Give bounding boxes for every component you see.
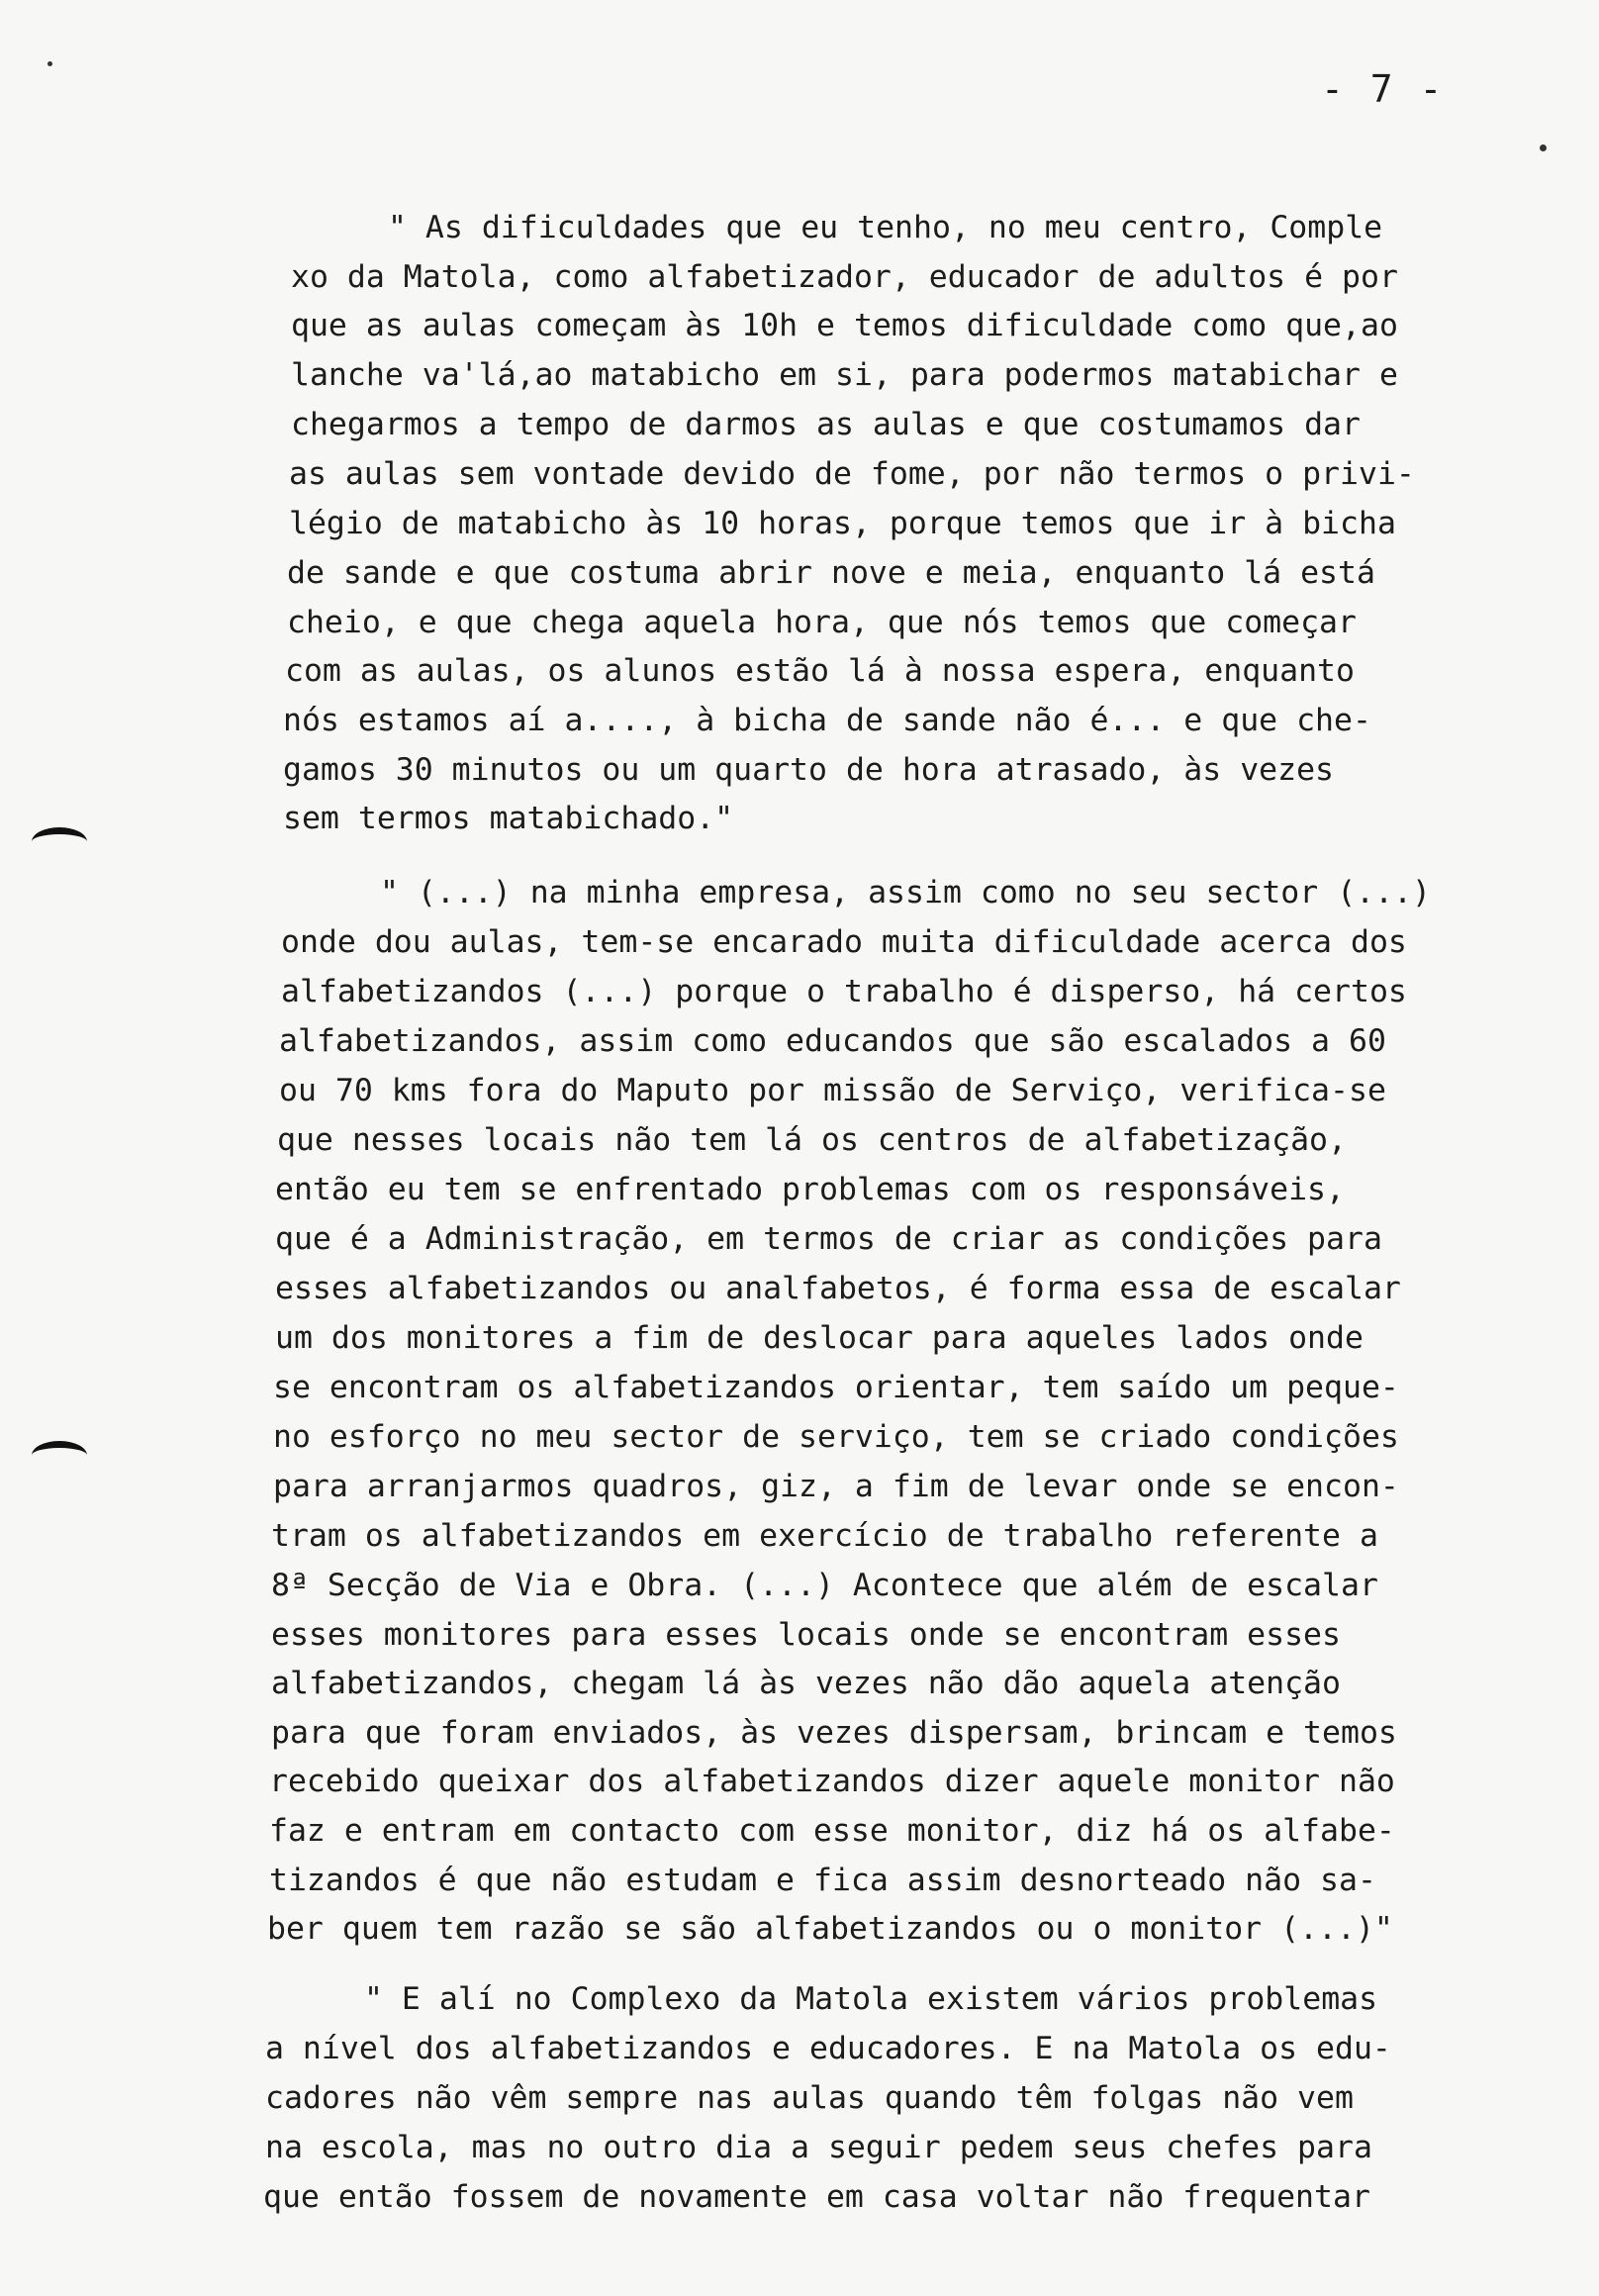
text-line: que é a Administração, em termos de criar as condições para: [275, 1221, 1382, 1257]
text-line: alfabetizandos (...) porque o trabalho é disperso, há certos: [281, 974, 1407, 1009]
scan-speck: [1540, 144, 1547, 151]
text-line: com as aulas, os alunos estão lá à nossa espera, enquanto: [285, 653, 1355, 689]
text-line: alfabetizandos, chegam lá às vezes não dão aquela atenção: [271, 1666, 1341, 1701]
text-line: alfabetizandos, assim como educandos que são escalados a 60: [279, 1023, 1386, 1059]
text-line: então eu tem se enfrentado problemas com os responsáveis,: [275, 1172, 1345, 1207]
text-line: as aulas sem vontade devido de fome, por não termos o privi-: [289, 456, 1415, 492]
text-line: légio de matabicho às 10 horas, porque temos que ir à bicha: [289, 506, 1396, 541]
text-line: gamos 30 minutos ou um quarto de hora atrasado, às vezes: [283, 752, 1335, 788]
text-line: ber quem tem razão se são alfabetizandos ou o monitor (...)": [267, 1911, 1393, 1947]
text-line: a nível dos alfabetizandos e educadores. E na Matola os edu-: [265, 2031, 1391, 2066]
text-line: xo da Matola, como alfabetizador, educador de adultos é por: [291, 259, 1398, 295]
text-line: chegarmos a tempo de darmos as aulas e que costumamos dar: [291, 407, 1361, 442]
punch-hole-mark: [32, 1441, 87, 1470]
text-line: " (...) na minha empresa, assim como no seu sector (...): [380, 875, 1432, 910]
text-line: para arranjarmos quadros, giz, a fim de levar onde se encon-: [273, 1469, 1399, 1504]
text-line: tizandos é que não estudam e fica assim desnorteado não sa-: [269, 1863, 1376, 1898]
text-line: na escola, mas no outro dia a seguir pedem seus chefes para: [265, 2130, 1372, 2165]
text-line: lanche va'lá,ao matabicho em si, para podermos matabichar e: [291, 357, 1398, 393]
text-line: " As dificuldades que eu tenho, no meu centro, Comple: [388, 210, 1383, 245]
text-line: sem termos matabichado.": [283, 801, 734, 836]
text-line: se encontram os alfabetizandos orientar, tem saído um peque-: [273, 1370, 1399, 1405]
text-line: esses monitores para esses locais onde se encontram esses: [271, 1617, 1341, 1653]
text-line: que as aulas começam às 10h e temos dificuldade como que,ao: [291, 308, 1398, 343]
punch-hole-mark: [32, 827, 87, 856]
text-line: faz e entram em contacto com esse monitor, diz há os alfabe-: [269, 1813, 1395, 1849]
text-line: recebido queixar dos alfabetizandos dizer aquele monitor não: [269, 1764, 1395, 1799]
text-line: um dos monitores a fim de deslocar para aqueles lados onde: [275, 1320, 1364, 1356]
text-line: cheio, e que chega aquela hora, que nós temos que começar: [287, 605, 1357, 640]
scan-speck: [47, 61, 52, 66]
text-line: nós estamos aí a...., à bicha de sande não é... e que che-: [283, 703, 1371, 738]
text-line: " E alí no Complexo da Matola existem vários problemas: [364, 1981, 1378, 2017]
text-line: que então fossem de novamente em casa voltar não frequentar: [263, 2179, 1370, 2215]
text-line: tram os alfabetizandos em exercício de trabalho referente a: [271, 1518, 1378, 1554]
text-line: onde dou aulas, tem-se encarado muita dificuldade acerca dos: [281, 924, 1407, 960]
text-line: ou 70 kms fora do Maputo por missão de Serviço, verifica-se: [279, 1073, 1386, 1108]
text-line: que nesses locais não tem lá os centros de alfabetização,: [277, 1122, 1347, 1158]
text-line: 8ª Secção de Via e Obra. (...) Acontece que além de escalar: [271, 1568, 1378, 1603]
page-number: - 7 -: [1321, 67, 1445, 111]
text-line: de sande e que costuma abrir nove e meia, enquanto lá está: [287, 555, 1375, 591]
text-line: para que foram enviados, às vezes dispersam, brincam e temos: [271, 1715, 1397, 1751]
text-line: no esforço no meu sector de serviço, tem se criado condições: [273, 1419, 1399, 1455]
text-line: esses alfabetizandos ou analfabetos, é forma essa de escalar: [275, 1271, 1401, 1306]
text-line: cadores não vêm sempre nas aulas quando têm folgas não vem: [265, 2080, 1354, 2116]
